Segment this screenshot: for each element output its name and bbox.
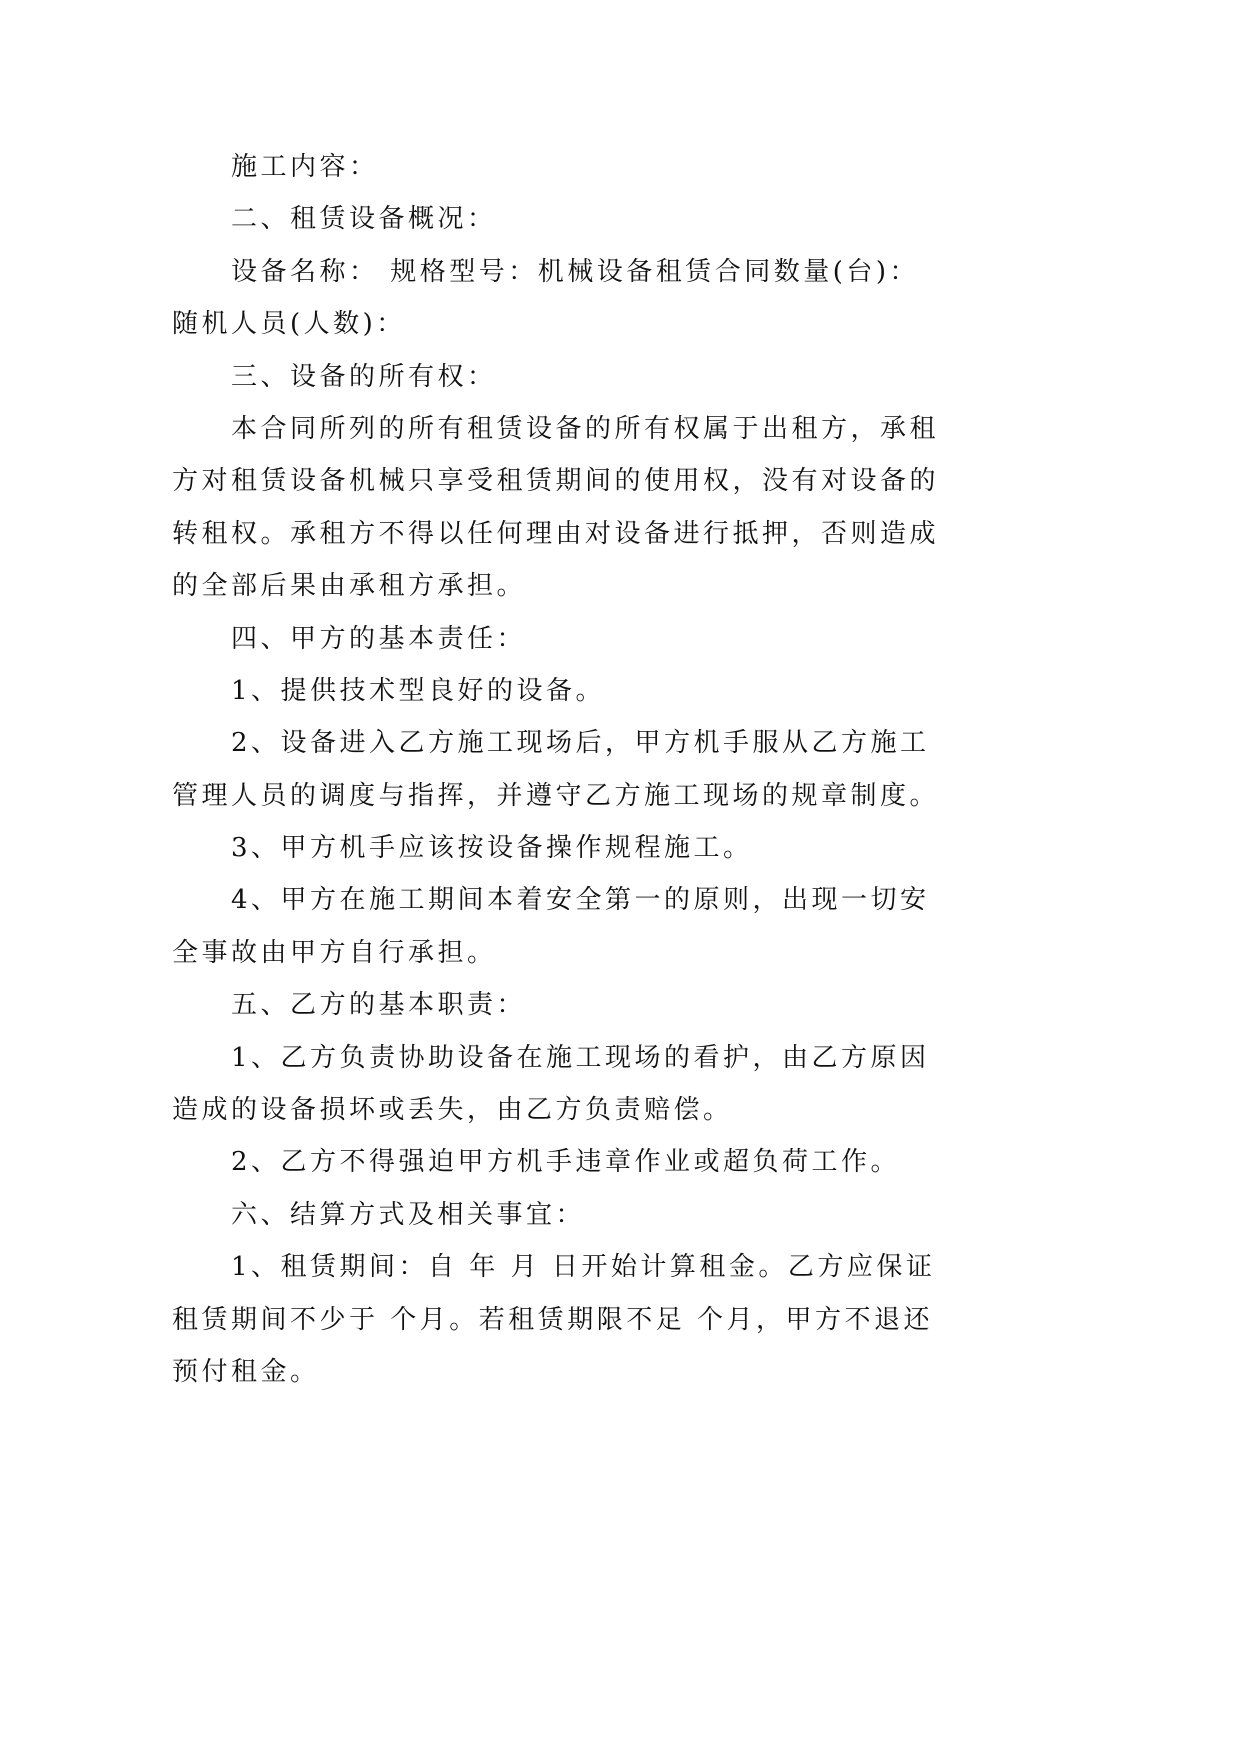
text-line: 全事故由甲方自行承担。 bbox=[172, 937, 497, 968]
clause-item bbox=[172, 822, 1072, 874]
text-line: 设备名称： 规格型号：机械设备租赁合同数量(台)： bbox=[231, 256, 920, 287]
clause-item bbox=[172, 665, 1072, 717]
text-line: 2、设备进入乙方施工现场后，甲方机手服从乙方施工 bbox=[231, 728, 930, 759]
text-line: 1、乙方负责协助设备在施工现场的看护，由乙方原因 bbox=[231, 1042, 930, 1073]
text-line: 1、租赁期间：自 年 月 日开始计算租金。乙方应保证 bbox=[231, 1252, 936, 1283]
document-body bbox=[172, 141, 1072, 1398]
text-line: 随机人员(人数)： bbox=[172, 309, 406, 340]
section-heading bbox=[172, 193, 1072, 245]
text-line: 1、提供技术型良好的设备。 bbox=[231, 675, 606, 706]
text-line: 造成的设备损坏或丢失，由乙方负责赔偿。 bbox=[172, 1095, 733, 1126]
section-heading bbox=[172, 613, 1072, 665]
section-heading bbox=[172, 979, 1072, 1031]
section-heading bbox=[172, 351, 1072, 403]
text-line: 管理人员的调度与指挥，并遵守乙方施工现场的规章制度。 bbox=[172, 780, 940, 811]
clause-item bbox=[172, 1241, 1072, 1398]
text-line: 三、设备的所有权： bbox=[231, 361, 497, 392]
text-line: 方对租赁设备机械只享受租赁期间的使用权，没有对设备的 bbox=[172, 466, 940, 497]
text-line: 租赁期间不少于 个月。若租赁期限不足 个月，甲方不退还 bbox=[172, 1304, 934, 1335]
clause-item bbox=[172, 1032, 1072, 1137]
text-line: 的全部后果由承租方承担。 bbox=[172, 571, 527, 602]
text-line: 二、租赁设备概况： bbox=[231, 204, 497, 235]
text-line: 3、甲方机手应该按设备操作规程施工。 bbox=[231, 833, 753, 864]
text-line: 施工内容： bbox=[231, 152, 379, 182]
text-line: 转租权。承租方不得以任何理由对设备进行抵押，否则造成 bbox=[172, 518, 940, 549]
section-heading bbox=[172, 1189, 1072, 1241]
text-line: 预付租金。 bbox=[172, 1356, 320, 1387]
text-line: 4、甲方在施工期间本着安全第一的原则，出现一切安 bbox=[231, 885, 930, 916]
text-line: 六、结算方式及相关事宜： bbox=[231, 1199, 586, 1230]
clause-item bbox=[172, 717, 1072, 822]
construction-content-label bbox=[172, 141, 1072, 193]
text-line: 五、乙方的基本职责： bbox=[231, 990, 527, 1021]
text-line: 本合同所列的所有租赁设备的所有权属于出租方，承租 bbox=[231, 413, 940, 444]
clause-item bbox=[172, 1136, 1072, 1188]
clause-paragraph bbox=[172, 403, 1072, 613]
equipment-fields bbox=[172, 246, 1072, 351]
text-line: 四、甲方的基本责任： bbox=[231, 623, 527, 654]
clause-item bbox=[172, 874, 1072, 979]
text-line: 2、乙方不得强迫甲方机手违章作业或超负荷工作。 bbox=[231, 1147, 901, 1178]
